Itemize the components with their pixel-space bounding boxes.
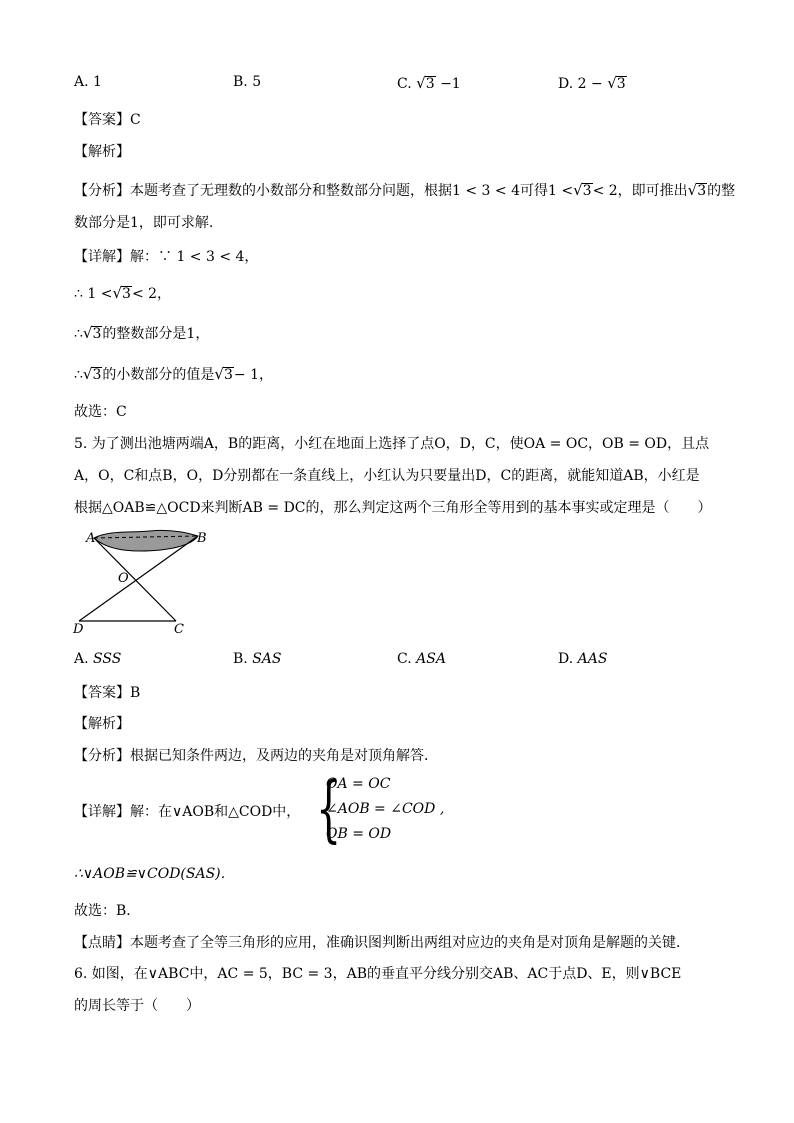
math: < 2 <box>592 183 618 199</box>
q5-stem-line1: 5. 为了测出池塘两端A，B的距离，小红在地面上选择了点O，D，C，使OA = OC，OB = OD，且点 <box>74 436 710 452</box>
q4-step4: ∴√3的小数部分的值是√3− 1， <box>74 365 273 383</box>
q5-stem-line3: 根据△OAB≌△OCD来判断AB = DC的，那么判定这两个三角形全等用到的基本事实或定理是（ ） <box>74 500 712 516</box>
text: 解：∵ 1 < 3 < 4， <box>130 249 259 265</box>
radicand: 3 <box>223 367 233 383</box>
system-eq-3: OB = OD <box>326 826 392 842</box>
radicand: 3 <box>92 326 102 342</box>
option-letter: B. <box>233 74 248 90</box>
detail-tag: 【详解】 <box>74 804 130 820</box>
math: ∴ <box>74 367 83 383</box>
q4-fenxi-line2: 数部分是1，即可求解. <box>74 215 214 231</box>
option-letter: A. <box>74 651 89 667</box>
q6-stem-line2: 的周长等于（ ） <box>74 998 200 1014</box>
system-eq-1: OA = OC <box>326 776 391 792</box>
detail-tag: 【详解】 <box>74 249 130 265</box>
answer-tag: 【答案】 <box>74 112 130 128</box>
option-letter: A. <box>74 74 89 90</box>
option-text: AAS <box>577 651 608 667</box>
q5-comment <box>74 932 690 952</box>
option-text: 5 <box>252 74 262 90</box>
radicand: 3 <box>92 367 102 383</box>
q5-option-d <box>558 651 607 667</box>
q5-option-b <box>233 651 282 667</box>
text: 的整数部分是1， <box>102 326 210 342</box>
answer-value: B <box>130 685 141 701</box>
q5-option-a <box>74 651 121 667</box>
q4-fenxi-line1: 【分析】本题考查了无理数的小数部分和整数部分问题，根据1 < 3 < 4可得1 <√3< 2，即可推出√3的整 <box>74 181 736 199</box>
option-text: SSS <box>93 651 122 667</box>
q5-answer <box>74 682 140 702</box>
radicand: 3 <box>582 183 592 199</box>
q4-answer <box>74 109 141 129</box>
math: − 1， <box>233 367 273 383</box>
math: ∴ 1 < <box>74 286 113 302</box>
option-radicand: 3 <box>425 76 435 92</box>
q5-fenxi <box>74 745 438 765</box>
pond-shape <box>94 530 198 551</box>
radicand: 3 <box>697 183 707 199</box>
fenxi-tag: 【分析】 <box>74 748 130 764</box>
q4-option-a <box>74 74 102 90</box>
comment-tag: 【点睛】 <box>74 935 130 951</box>
answer-tag: 【答案】 <box>74 685 130 701</box>
option-text: 2 − <box>577 76 603 92</box>
q5-choose: 故选：B． <box>74 903 141 919</box>
q5-option-c <box>397 651 446 667</box>
label-d: D <box>73 622 84 637</box>
q4-choose: 故选：C <box>74 404 127 420</box>
system-brace: { <box>316 766 342 850</box>
fenxi-tag: 【分析】 <box>74 183 130 199</box>
text: 本题考查了无理数的小数部分和整数部分问题，根据 <box>130 183 452 199</box>
q5-analysis-tag: 【解析】 <box>74 716 130 732</box>
text: 的小数部分的值是 <box>102 367 215 383</box>
option-letter: B. <box>233 651 248 667</box>
q4-step3: ∴√3的整数部分是1， <box>74 324 210 342</box>
math: 1 < 3 < 4 <box>452 183 520 199</box>
label-a: A <box>86 531 96 546</box>
option-letter: D. <box>558 76 574 92</box>
label-c: C <box>174 622 184 637</box>
q4-option-b <box>233 74 261 90</box>
text: 可得 <box>519 183 548 199</box>
q4-option-c: C. √3 −1 <box>397 74 461 92</box>
option-text: ASA <box>416 651 446 667</box>
option-radicand: 3 <box>616 76 626 92</box>
text: 解：在∨AOB和△COD中， <box>130 804 301 820</box>
q4-detail-line1 <box>74 246 258 266</box>
radicand: 3 <box>122 286 131 302</box>
option-letter: C. <box>397 76 412 92</box>
option-text: 1 <box>93 74 102 90</box>
math: 1 < <box>547 183 574 199</box>
text: ，即可推出 <box>617 183 688 199</box>
q4-analysis-tag: 【解析】 <box>74 144 130 160</box>
text: 根据已知条件两边，及两边的夹角是对顶角解答． <box>130 748 438 764</box>
option-text: −1 <box>440 76 461 92</box>
q4-option-d: D. 2 − √3 <box>558 74 626 92</box>
q5-conclusion: ∴∨AOB≌∨COD(SAS)． <box>74 866 235 882</box>
q5-detail <box>74 801 300 821</box>
answer-value: C <box>130 112 141 128</box>
text: 本题考查了全等三角形的应用，准确识图判断出两组对应边的夹角是对顶角是解题的关键． <box>130 935 690 951</box>
q5-figure <box>70 525 220 640</box>
option-letter: D. <box>558 651 574 667</box>
q6-stem-line1: 6. 如图，在∨ABC中，AC = 5，BC = 3，AB的垂直平分线分别交AB、AC于点D、E，则∨BCE <box>74 966 682 982</box>
option-letter: C. <box>397 651 412 667</box>
q4-step2: ∴ 1 <√3< 2， <box>74 284 172 302</box>
system-eq-2: ∠AOB = ∠COD , <box>326 801 445 817</box>
option-text: SAS <box>252 651 282 667</box>
text: 的整 <box>707 183 736 199</box>
math: < 2， <box>131 286 172 302</box>
math: ∴ <box>74 326 83 342</box>
label-b: B <box>197 531 207 546</box>
label-o: O <box>118 571 129 586</box>
q5-stem-line2: A，O，C和点B，O，D分别都在一条直线上，小红认为只要量出D，C的距离，就能知道AB，小红是 <box>74 468 700 484</box>
